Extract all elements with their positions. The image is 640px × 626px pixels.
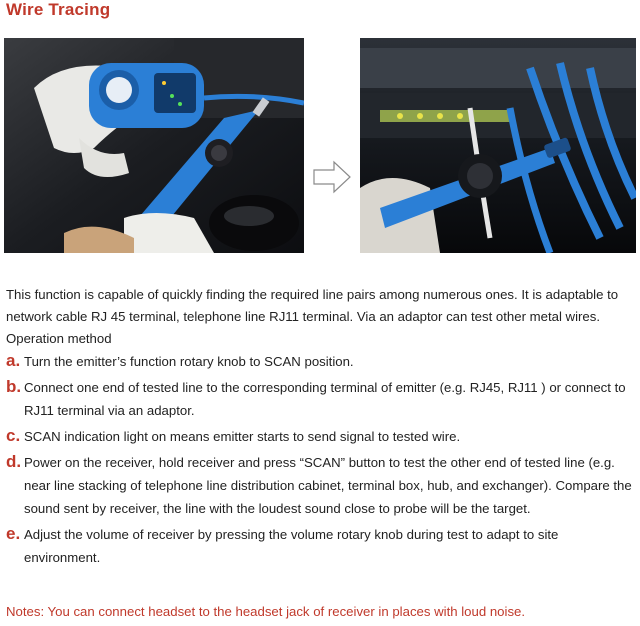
operation-method-heading: Operation method xyxy=(6,331,112,346)
step-text: SCAN indication light on means emitter starts to send signal to tested wire. xyxy=(24,429,461,444)
step-text: Connect one end of tested line to the corresponding terminal of emitter (e.g. RJ45, RJ11 ) or connect to RJ11 terminal via an adaptor. xyxy=(24,380,626,418)
step-letter: d. xyxy=(6,452,22,471)
intro-text: This function is capable of quickly finding the required line pairs among numerous ones. It is adaptable to network cable RJ 45 terminal, telephone line RJ11 terminal. Via an adaptor can test other metal wires. xyxy=(6,287,619,324)
step-e xyxy=(6,523,636,569)
page-title: Wire Tracing xyxy=(6,0,111,19)
step-a xyxy=(6,350,636,373)
step-letter: e. xyxy=(6,524,21,543)
step-letter: b. xyxy=(6,377,22,396)
intro-paragraph xyxy=(6,284,636,350)
steps-list xyxy=(6,350,636,572)
notes-text: Notes: You can connect headset to the headset jack of receiver in places with loud noise. xyxy=(6,604,526,619)
step-text: Turn the emitter’s function rotary knob to SCAN position. xyxy=(24,354,354,369)
step-b xyxy=(6,376,636,422)
step-text: Adjust the volume of receiver by pressing the volume rotary knob during test to adapt to site environment. xyxy=(24,527,559,565)
step-letter: a. xyxy=(6,351,21,370)
emitter-receiver-photo xyxy=(4,38,304,253)
right-arrow-icon xyxy=(312,160,352,194)
patch-panel-photo xyxy=(360,38,636,253)
step-d xyxy=(6,451,636,520)
step-text: Power on the receiver, hold receiver and press “SCAN” button to test the other end of tested line (e.g. near line stacking of telephone line distribution cabinet, terminal box, hub, and exchanger). Compare the sound sent by receiver, the line with the loudest sound close to probe will be the target. xyxy=(24,455,632,516)
step-c xyxy=(6,425,636,448)
step-letter: c. xyxy=(6,426,21,445)
